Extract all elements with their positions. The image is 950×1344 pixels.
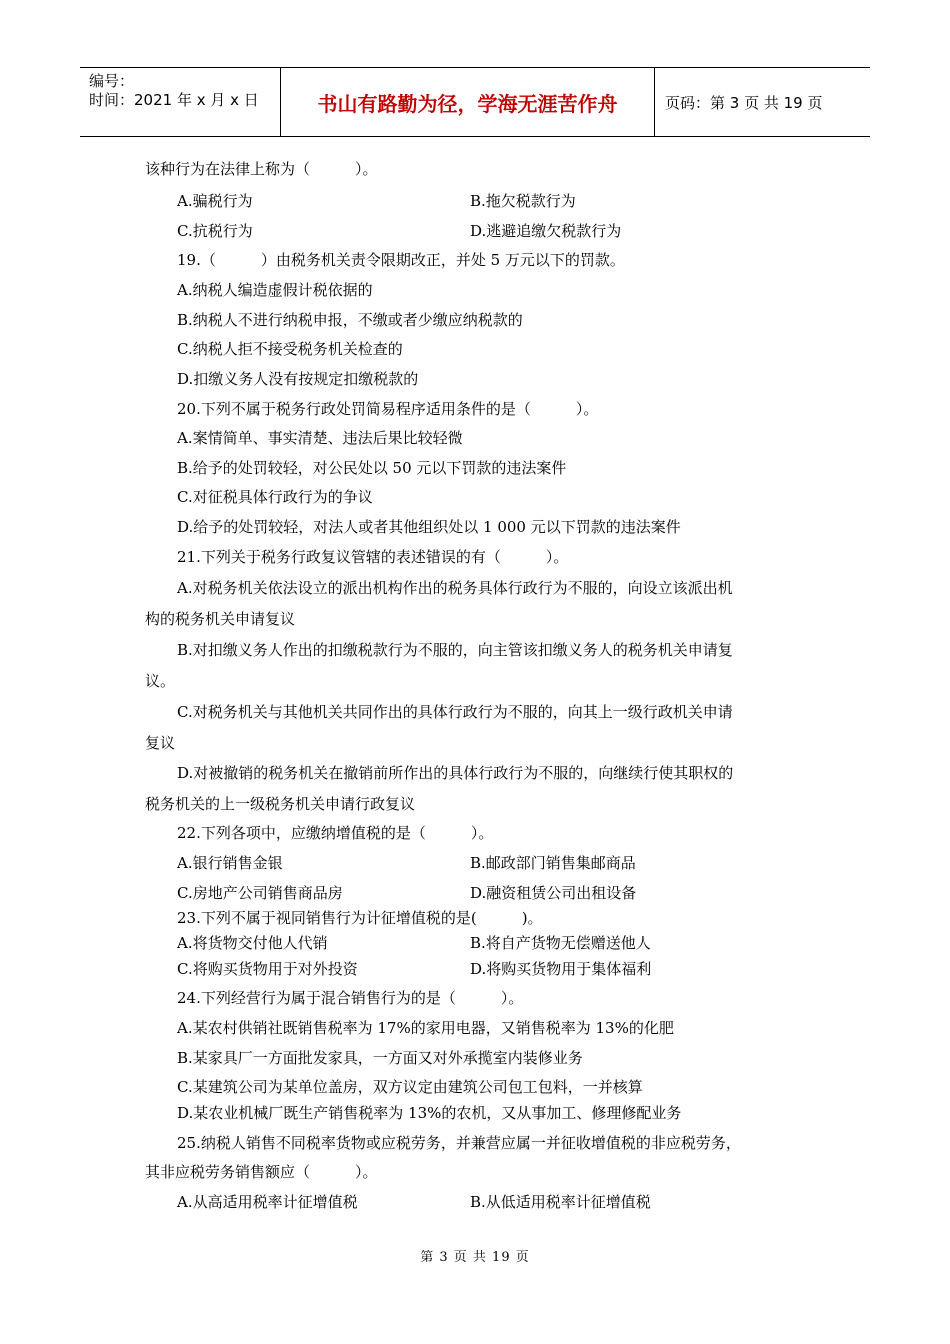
text-line: 该种行为在法律上称为（ ）。 xyxy=(145,160,378,178)
question-line: 23.下列不属于视同销售行为计征增值税的是( )。 xyxy=(177,909,543,927)
option-line: B.拖欠税款行为 xyxy=(470,192,576,210)
option-line: B.从低适用税率计征增值税 xyxy=(470,1193,651,1211)
option-line: B.对扣缴义务人作出的扣缴税款行为不服的，向主管该扣缴义务人的税务机关申请复 xyxy=(177,641,733,659)
option-line: D.逃避追缴欠税款行为 xyxy=(470,222,622,240)
option-line-cont: 复议 xyxy=(145,734,176,752)
question-line: 25.纳税人销售不同税率货物或应税劳务，并兼营应属一并征收增值税的非应税劳务， xyxy=(177,1134,741,1152)
question-line: 24.下列经营行为属于混合销售行为的是（ ）。 xyxy=(177,989,524,1007)
option-line-cont: 税务机关的上一级税务机关申请行政复议 xyxy=(145,795,416,813)
option-line: A.纳税人编造虚假计税依据的 xyxy=(177,281,373,299)
header-page-info: 页码：第 3 页 共 19 页 xyxy=(665,93,823,112)
option-line: B.邮政部门销售集邮商品 xyxy=(470,854,636,872)
question-line: 21.下列关于税务行政复议管辖的表述错误的有（ ）。 xyxy=(177,548,569,566)
option-line: A.从高适用税率计征增值税 xyxy=(177,1193,358,1211)
option-line: C.某建筑公司为某单位盖房，双方议定由建筑公司包工包料，一并核算 xyxy=(177,1078,643,1096)
option-line: D.某农业机械厂既生产销售税率为 13%的农机，又从事加工、修理修配业务 xyxy=(177,1104,682,1122)
question-line: 20.下列不属于税务行政处罚简易程序适用条件的是（ ）。 xyxy=(177,400,599,418)
question-line-cont: 其非应税劳务销售额应（ ）。 xyxy=(145,1163,378,1181)
option-line: D.融资租赁公司出租设备 xyxy=(470,884,637,902)
option-line: D.对被撤销的税务机关在撤销前所作出的具体行政行为不服的，向继续行使其职权的 xyxy=(177,764,734,782)
page-footer: 第 3 页 共 19 页 xyxy=(420,1250,530,1265)
header-motto: 书山有路勤为径，学海无涯苦作舟 xyxy=(281,68,655,136)
option-line: A.对税务机关依法设立的派出机构作出的税务具体行政行为不服的，向设立该派出机 xyxy=(177,579,733,597)
option-line-cont: 构的税务机关申请复议 xyxy=(145,610,296,628)
header-number-label: 编号： xyxy=(89,72,135,90)
option-line-cont: 议。 xyxy=(145,672,176,690)
option-line: B.给予的处罚较轻，对公民处以 50 元以下罚款的违法案件 xyxy=(177,459,567,477)
question-line: 22.下列各项中，应缴纳增值税的是（ ）。 xyxy=(177,824,494,842)
option-line: C.对税务机关与其他机关共同作出的具体行政行为不服的，向其上一级行政机关申请 xyxy=(177,703,733,721)
option-line: A.骗税行为 xyxy=(177,192,253,210)
option-line: D.给予的处罚较轻，对法人或者其他组织处以 1 000 元以下罚款的违法案件 xyxy=(177,518,681,536)
option-line: B.某家具厂一方面批发家具，一方面又对外承揽室内装修业务 xyxy=(177,1049,583,1067)
option-line: A.将货物交付他人代销 xyxy=(177,934,328,952)
option-line: B.纳税人不进行纳税申报，不缴或者少缴应纳税款的 xyxy=(177,311,523,329)
option-line: C.纳税人拒不接受税务机关检查的 xyxy=(177,340,403,358)
header-time-label: 时间：2021 年 x 月 x 日 xyxy=(89,91,259,109)
option-line: B.将自产货物无偿赠送他人 xyxy=(470,934,651,952)
option-line: C.抗税行为 xyxy=(177,222,253,240)
header-meta xyxy=(80,68,281,136)
page-header xyxy=(80,67,870,137)
option-line: D.扣缴义务人没有按规定扣缴税款的 xyxy=(177,370,419,388)
option-line: C.将购买货物用于对外投资 xyxy=(177,960,358,978)
option-line: C.房地产公司销售商品房 xyxy=(177,884,343,902)
question-line: 19.（ ）由税务机关责令限期改正，并处 5 万元以下的罚款。 xyxy=(177,251,625,269)
option-line: A.某农村供销社既销售税率为 17%的家用电器，又销售税率为 13%的化肥 xyxy=(177,1019,674,1037)
option-line: A.案情简单、事实清楚、违法后果比较轻微 xyxy=(177,429,463,447)
option-line: D.将购买货物用于集体福利 xyxy=(470,960,652,978)
option-line: A.银行销售金银 xyxy=(177,854,283,872)
option-line: C.对征税具体行政行为的争议 xyxy=(177,488,373,506)
